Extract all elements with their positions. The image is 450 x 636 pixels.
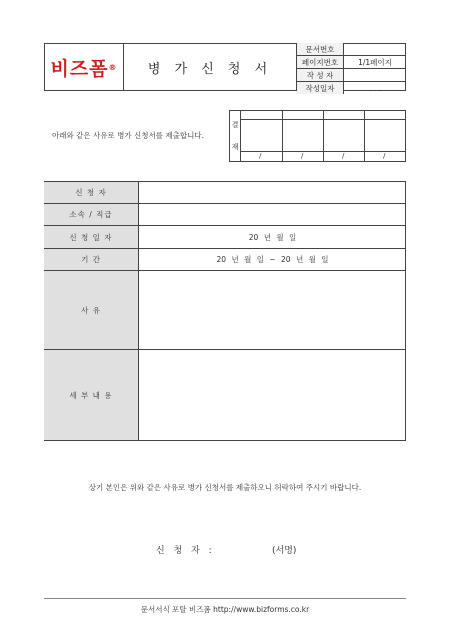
approval-date-slash: / [342,152,345,160]
approval-date-slash: / [301,152,304,160]
meta-value [344,69,407,82]
approval-label-bottom: 재 [231,143,239,151]
approval-date-slash: / [383,152,386,160]
applicant-label: 신 청 자 [44,182,139,203]
period-label: 기 간 [44,249,139,270]
logo [44,43,124,91]
statement-text: 상기 본인은 위와 같은 사유로 병가 신청서를 제출하오니 허락하여 주시기 바랍니다. [88,483,362,492]
approval-cell[interactable] [324,110,365,162]
signature-label: 신 청 자 : [156,546,215,556]
department-field[interactable] [139,204,406,225]
details-label: 세 부 내 용 [44,350,139,440]
meta-value [344,43,407,56]
footer-text: 문서서식 포탈 비즈폼 http://www.bizforms.co.kr [140,605,310,614]
intro-text: 아래와 같은 사유로 병가 신청서를 제출합니다. [52,131,204,140]
meta-table [297,43,406,91]
meta-key: 작성일자 [297,82,344,95]
signature-mark[interactable]: (서명) [272,546,297,556]
meta-key: 페이지번호 [297,56,344,69]
registered-mark: ® [108,62,117,72]
application-date-field[interactable]: 20 년 월 일 [248,232,297,242]
approval-date-slash: / [259,152,262,160]
approval-cell[interactable] [241,110,283,162]
details-field[interactable] [139,350,406,440]
reason-field[interactable] [139,271,406,349]
logo-text: 비즈폼 [50,57,109,80]
document-title: 병 가 신 청 서 [124,43,297,91]
department-label: 소속 / 직급 [44,204,139,225]
application-date-label: 신 청 일 자 [44,226,139,248]
meta-key: 문서번호 [297,43,344,56]
meta-key: 작 성 자 [297,69,344,82]
applicant-field[interactable] [139,182,406,203]
meta-value: . . . [369,83,381,93]
meta-value: 1/1페이지 [344,56,407,69]
period-field[interactable]: 20 년 월 일 ~ 20 년 월 일 [216,255,329,264]
reason-label: 사 유 [44,271,139,349]
approval-label [229,110,241,162]
approval-label-top: 결 [231,121,239,129]
footer-divider [44,598,406,599]
approval-cell[interactable] [283,110,324,162]
